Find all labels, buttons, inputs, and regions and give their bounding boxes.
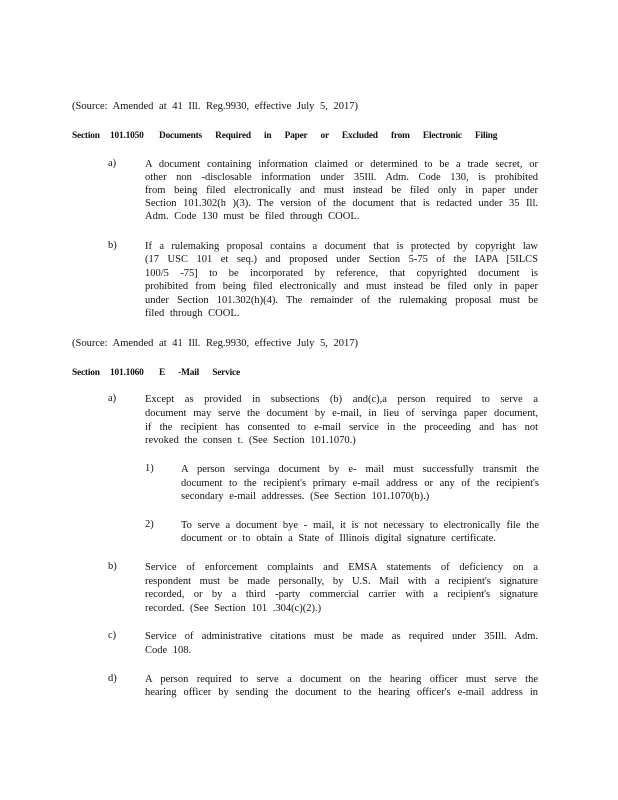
paragraph-line: secondary e-mail addresses. (See Section 101.1070(b).) xyxy=(181,491,430,502)
paragraph-line: A document containing information claimed or determined to be a trade secret, or xyxy=(145,159,538,170)
paragraph-line: document to the recipient's primary e-mail address or any of the recipient's xyxy=(181,478,539,489)
section-heading xyxy=(72,367,240,381)
paragraph-line: revoked the consen t. (See Section 101.1070.) xyxy=(145,435,356,446)
section-label: Section xyxy=(72,368,100,378)
section-title: E -Mail Service xyxy=(159,368,240,378)
paragraph-line: To serve a document bye - mail, it is not necessary to electronically file the xyxy=(181,520,539,531)
section-number: 101.1050 xyxy=(110,131,144,141)
paragraph-line: (17 USC 101 et seq.) and proposed under Section 5-75 of the IAPA [5ILCS xyxy=(145,254,538,265)
subsection-label: d) xyxy=(108,673,117,684)
paragraph-line: A person required to serve a document on the hearing officer must serve the xyxy=(145,674,538,685)
paragraph-line: document or to obtain a State of Illinois digital signature certificate. xyxy=(181,533,496,544)
item-label: 2) xyxy=(145,519,154,530)
paragraph-line: other non -disclosable information under 35Ill. Adm. Code 130, is prohibited xyxy=(145,172,538,183)
paragraph-line: Code 108. xyxy=(145,645,192,656)
subsection-label: a) xyxy=(108,393,117,404)
subsection-label: b) xyxy=(108,240,117,251)
source-note: (Source: Amended at 41 Ill. Reg.9930, effective July 5, 2017) xyxy=(72,338,359,349)
section-title: Documents Required in Paper or Excluded from Electronic Filing xyxy=(159,131,498,141)
source-note: (Source: Amended at 41 Ill. Reg.9930, effective July 5, 2017) xyxy=(72,101,359,112)
subsection-label: c) xyxy=(108,630,117,641)
paragraph-line: A person servinga document by e- mail must successfully transmit the xyxy=(181,464,539,475)
paragraph-line: hearing officer by sending the document to the hearing officer's e-mail address in xyxy=(145,687,538,698)
paragraph-line: prohibited from being filed electronically and must instead be filed only in paper xyxy=(145,281,538,292)
paragraph-line: respondent must be made personally, by U.S. Mail with a recipient's signature xyxy=(145,576,538,587)
paragraph-line: Service of administrative citations must be made as required under 35Ill. Adm. xyxy=(145,631,538,642)
item-label: 1) xyxy=(145,463,154,474)
paragraph-line: Adm. Code 130 must be filed through COOL. xyxy=(145,211,360,222)
paragraph-line: Section 101.302(h )(3). The version of the document that is redacted under 35 Ill. xyxy=(145,198,538,209)
section-label: Section xyxy=(72,131,100,141)
paragraph-line: 100/5 -75] to be incorporated by reference, that copyrighted document is xyxy=(145,268,538,279)
subsection-label: a) xyxy=(108,158,117,169)
paragraph-line: recorded. (See Section 101 .304(c)(2).) xyxy=(145,603,322,614)
paragraph-line: filed through COOL. xyxy=(145,308,240,319)
paragraph-line: Except as provided in subsections (b) and(c),a person required to serve a xyxy=(145,394,538,405)
paragraph-line: recorded, or by a third -party commercial carrier with a recipient's signature xyxy=(145,589,538,600)
paragraph-line: Service of enforcement complaints and EMSA statements of deficiency on a xyxy=(145,562,538,573)
section-number: 101.1060 xyxy=(110,368,144,378)
paragraph-line: document may serve the document by e-mail, in lieu of servinga paper document, xyxy=(145,408,538,419)
paragraph-line: under Section 101.302(h)(4). The remainder of the rulemaking proposal must be xyxy=(145,295,538,306)
paragraph-line: if the recipient has consented to e-mail service in the proceeding and has not xyxy=(145,422,538,433)
subsection-label: b) xyxy=(108,561,117,572)
paragraph-line: If a rulemaking proposal contains a document that is protected by copyright law xyxy=(145,241,538,252)
section-heading xyxy=(72,130,498,144)
paragraph-line: from being filed electronically and must instead be filed only in paper under xyxy=(145,185,538,196)
